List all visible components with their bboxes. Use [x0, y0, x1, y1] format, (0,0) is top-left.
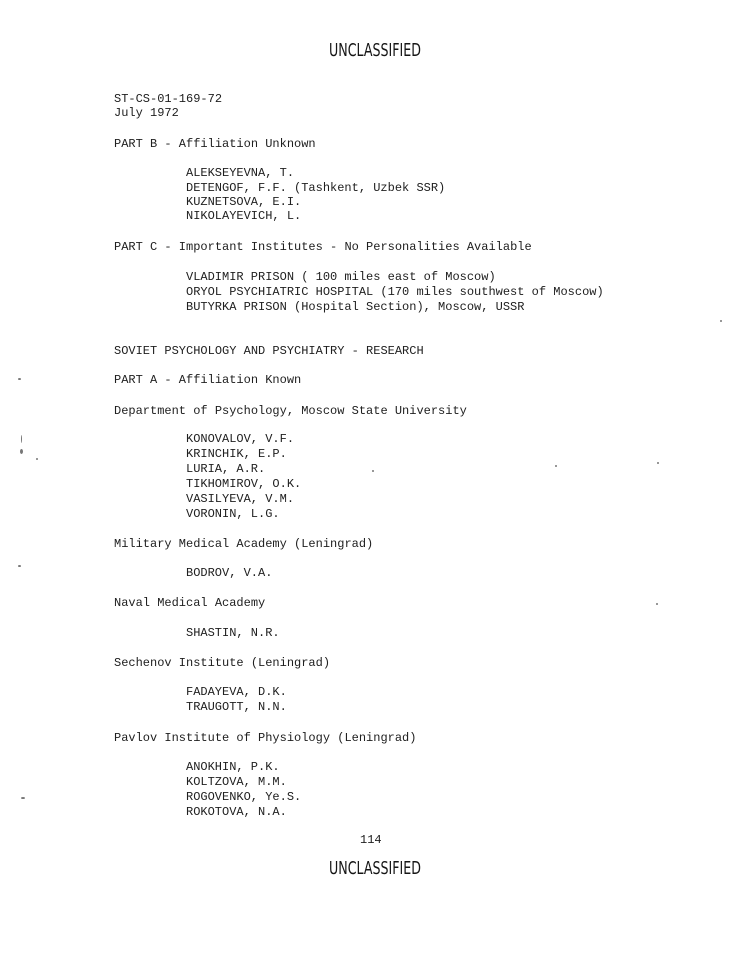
part-c-heading: PART C - Important Institutes - No Personalities Available: [114, 240, 532, 254]
list-item: VORONIN, L.G.: [186, 507, 280, 521]
scan-speck: [372, 470, 374, 472]
part-a-heading: PART A - Affiliation Known: [114, 373, 302, 387]
scan-speck: [18, 378, 21, 380]
list-item: ROGOVENKO, Ye.S.: [186, 790, 302, 804]
list-item: VLADIMIR PRISON ( 100 miles east of Moscow): [186, 270, 496, 284]
classification-footer: UNCLASSIFIED: [329, 858, 421, 879]
scan-speck: [657, 462, 659, 464]
scan-speck: [36, 458, 38, 460]
list-item: KONOVALOV, V.F.: [186, 432, 295, 446]
list-item: LURIA, A.R.: [186, 462, 266, 476]
list-item: ANOKHIN, P.K.: [186, 760, 280, 774]
list-item: TIKHOMIROV, O.K.: [186, 477, 302, 491]
list-item: KUZNETSOVA, E.I.: [186, 195, 302, 209]
section-title: SOVIET PSYCHOLOGY AND PSYCHIATRY - RESEARCH: [114, 344, 424, 358]
list-item: NIKOLAYEVICH, L.: [186, 209, 302, 223]
document-date: July 1972: [114, 106, 179, 120]
institution-heading: Naval Medical Academy: [114, 596, 266, 610]
list-item: SHASTIN, N.R.: [186, 626, 280, 640]
document-number: ST-CS-01-169-72: [114, 92, 223, 106]
list-item: DETENGOF, F.F. (Tashkent, Uzbek SSR): [186, 181, 446, 195]
part-b-heading: PART B - Affiliation Unknown: [114, 137, 316, 151]
list-item: FADAYEVA, D.K.: [186, 685, 287, 699]
list-item: ROKOTOVA, N.A.: [186, 805, 287, 819]
classification-header: UNCLASSIFIED: [329, 40, 421, 61]
scan-speck: [555, 465, 557, 467]
page-number: 114: [360, 833, 382, 847]
list-item: KRINCHIK, E.P.: [186, 447, 287, 461]
scan-speck: [18, 565, 21, 567]
institution-heading: Department of Psychology, Moscow State University: [114, 404, 467, 418]
list-item: ORYOL PSYCHIATRIC HOSPITAL (170 miles southwest of Moscow): [186, 285, 604, 299]
list-item: TRAUGOTT, N.N.: [186, 700, 287, 714]
institution-heading: Sechenov Institute (Leningrad): [114, 656, 331, 670]
list-item: VASILYEVA, V.M.: [186, 492, 295, 506]
list-item: KOLTZOVA, M.M.: [186, 775, 287, 789]
list-item: BODROV, V.A.: [186, 566, 273, 580]
scan-speck: [656, 603, 658, 605]
scan-speck: [21, 435, 22, 443]
list-item: ALEKSEYEVNA, T.: [186, 166, 295, 180]
institution-heading: Military Medical Academy (Leningrad): [114, 537, 374, 551]
scan-speck: [20, 449, 23, 454]
list-item: BUTYRKA PRISON (Hospital Section), Moscow, USSR: [186, 300, 525, 314]
scan-speck: [720, 320, 722, 322]
institution-heading: Pavlov Institute of Physiology (Leningrad): [114, 731, 417, 745]
scan-speck: [21, 797, 25, 799]
